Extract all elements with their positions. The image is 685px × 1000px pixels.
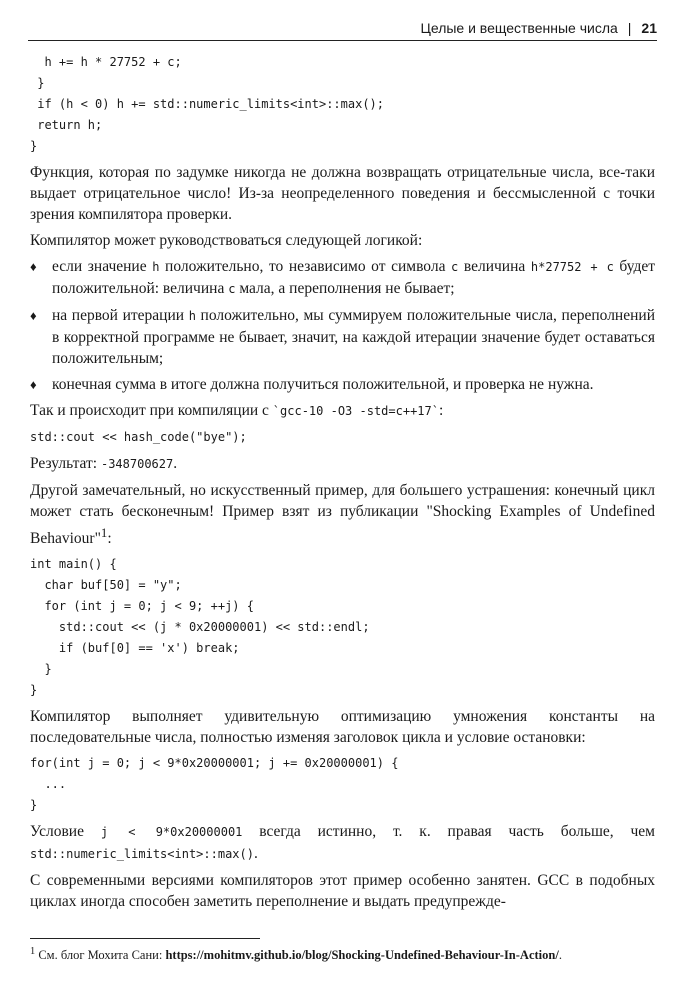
header-separator: | xyxy=(627,20,632,36)
footnote-divider xyxy=(30,938,260,939)
bullet-item: ♦ если значение h положительно, то независимо от символа c величина h*27752 + c будет положительной: величина c мала, а переполнения не бывает; xyxy=(30,258,656,297)
code-line: } xyxy=(30,798,38,813)
diamond-bullet-icon: ♦ xyxy=(30,259,37,274)
code-listing-hash-tail xyxy=(30,52,655,157)
code-line: return h; xyxy=(30,118,103,132)
code-line: ... xyxy=(30,777,67,792)
paragraph-infinite-loop: Другой замечательный, но искусственный пример, для большего устрашения: конечный цикл может стать бесконечным! Пример взят из публикации "Shocking Examples of Undefined Behaviour"$^1$: xyxy=(30,482,655,548)
code-line: for (int j = 0; j < 9; ++j) { xyxy=(30,599,254,614)
paragraph-result: Результат: -348700627. xyxy=(30,455,178,472)
footnote: $^1$ См. блог Мохита Сани: https://mohitmv.github.io/blog/Shocking-Undefined-Behaviour-In-Action/. xyxy=(30,946,562,963)
page-number: 21 xyxy=(641,20,657,36)
paragraph-compilation: Так и происходит при компиляции с `gcc-10 -O3 -std=c++17`: xyxy=(30,402,444,419)
code-listing-cout: std::cout << hash_code("bye"); xyxy=(30,430,247,444)
code-line: } xyxy=(30,139,38,153)
code-listing-main xyxy=(30,554,655,701)
code-line: } xyxy=(30,662,52,677)
code-line: } xyxy=(30,76,45,90)
footnote-link[interactable]: https://mohitmv.github.io/blog/Shocking-Undefined-Behaviour-In-Action/ xyxy=(165,948,559,963)
code-listing-loop xyxy=(30,753,655,816)
code-line: } xyxy=(30,683,38,698)
diamond-bullet-icon: ♦ xyxy=(30,308,37,323)
diamond-bullet-icon: ♦ xyxy=(30,377,37,392)
footnote-number: 1 xyxy=(30,946,36,957)
page-content xyxy=(30,52,655,917)
logic-bullet-list xyxy=(30,256,655,395)
code-line: if (h < 0) h += std::numeric_limits<int>::max(); xyxy=(30,97,385,111)
code-line: std::cout << (j * 0x20000001) << std::endl; xyxy=(30,620,370,635)
code-line: if (buf[0] == 'x') break; xyxy=(30,641,240,656)
running-title: Целые и вещественные числа xyxy=(420,20,618,36)
paragraph-compiler-logic: Компилятор может руководствоваться следующей логикой: xyxy=(30,232,423,249)
code-line: h += h * 27752 + c; xyxy=(30,55,182,69)
paragraph-condition: Условие j < 9*0x20000001 всегда истинно, т. к. правая часть больше, чем std::numeric_limits<int>::max(). xyxy=(30,823,655,863)
bullet-item: ♦ на первой итерации h положительно, мы суммируем положительные числа, переполнений в корректной программе не бывает, значит, на каждой итерации значение будет оставаться положительным; xyxy=(30,307,655,367)
paragraph-optimization: Компилятор выполняет удивительную оптимизацию умножения константы на последовательные числа, полностью изменяя заголовок цикла и условие остановки: xyxy=(30,708,655,747)
paragraph-modern-compilers: С современными версиями компиляторов этот пример особенно занятен. GCC в подобных циклах иногда способен заметить переполнение и выдать предупрежде- xyxy=(30,872,655,911)
code-line: int main() { xyxy=(30,557,117,572)
footnote-ref: 1 xyxy=(100,525,108,540)
running-header xyxy=(28,16,657,41)
bullet-item: ♦ конечная сумма в итоге должна получиться положительной, и проверка не нужна. xyxy=(30,376,594,393)
code-line: char buf[50] = "y"; xyxy=(30,578,182,593)
code-line: for(int j = 0; j < 9*0x20000001; j += 0x20000001) { xyxy=(30,756,399,771)
paragraph-function-negative: Функция, которая по задумке никогда не должна возвращать отрицательные числа, все-таки выдает отрицательное число! Из-за неопределенного поведения и бессмысленной с точки зрения компилятора проверки. xyxy=(30,164,655,223)
